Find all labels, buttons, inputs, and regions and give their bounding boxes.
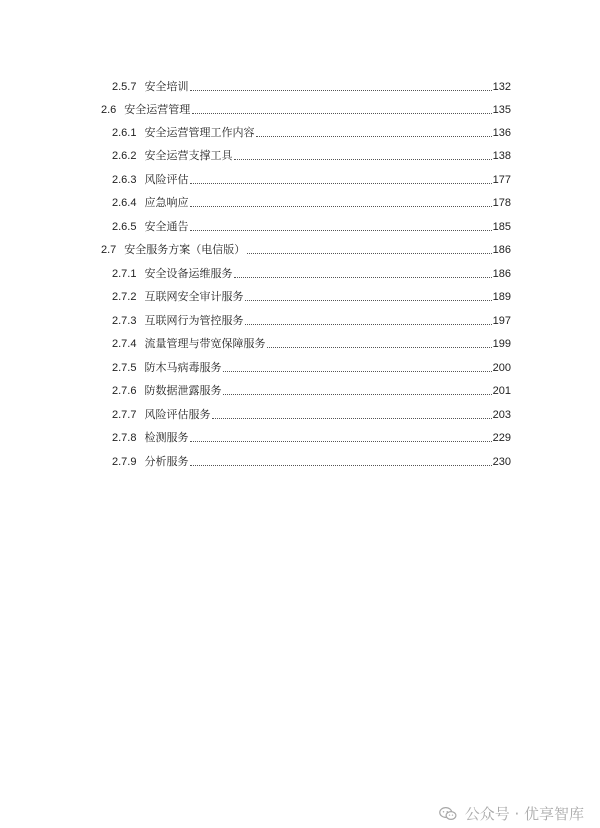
toc-entry-title: 风险评估服务 <box>144 408 211 421</box>
toc-entry-title: 互联网安全审计服务 <box>144 290 244 303</box>
toc-entry-page: 189 <box>492 291 511 303</box>
toc-entry-number: 2.6.5 <box>112 221 137 233</box>
toc-entry-title: 互联网行为管控服务 <box>144 314 244 327</box>
toc-entry-2-7-7[interactable] <box>112 404 511 422</box>
toc-entry-2-7-1[interactable] <box>112 263 511 281</box>
toc-entry-2-7-3[interactable] <box>112 310 511 328</box>
toc-entry-page: 229 <box>492 432 511 444</box>
toc-entry-2-7[interactable] <box>101 239 511 257</box>
toc-dot-leader <box>212 418 491 419</box>
toc-entry-page: 186 <box>492 268 511 280</box>
toc-dot-leader <box>245 324 491 325</box>
toc-entry-page: 178 <box>492 197 511 209</box>
toc-entry-title: 分析服务 <box>144 455 189 468</box>
toc-entry-title: 检测服务 <box>144 431 189 444</box>
toc-entry-page: 197 <box>492 315 511 327</box>
toc-entry-page: 186 <box>492 244 511 256</box>
toc-entry-page: 138 <box>492 150 511 162</box>
toc-entry-2-7-9[interactable] <box>112 451 511 469</box>
toc-dot-leader <box>190 90 491 91</box>
toc-entry-2-6-1[interactable] <box>112 122 511 140</box>
toc-entry-page: 177 <box>492 174 511 186</box>
toc-entry-2-7-2[interactable] <box>112 286 511 304</box>
toc-entry-title: 流量管理与带宽保障服务 <box>144 337 266 350</box>
toc-entry-number: 2.7.3 <box>112 315 137 327</box>
toc-entry-number: 2.7.9 <box>112 456 137 468</box>
toc-dot-leader <box>267 347 491 348</box>
toc-dot-leader <box>256 136 491 137</box>
toc-entry-title: 安全运营支撑工具 <box>144 149 233 162</box>
toc-dot-leader <box>234 159 491 160</box>
toc-entry-2-7-6[interactable] <box>112 380 511 398</box>
toc-entry-2-6-3[interactable] <box>112 169 511 187</box>
toc-entry-page: 136 <box>492 127 511 139</box>
toc-dot-leader <box>245 300 491 301</box>
watermark-text: 公众号 · 优享智库 <box>464 805 584 823</box>
toc-entry-page: 132 <box>492 81 511 93</box>
toc-entry-number: 2.7.4 <box>112 338 137 350</box>
toc-entry-title: 风险评估 <box>144 173 189 186</box>
toc-entry-2-5-7[interactable] <box>112 76 511 94</box>
toc-dot-leader <box>223 371 491 372</box>
toc-entry-number: 2.5.7 <box>112 81 137 93</box>
toc-dot-leader <box>190 441 491 442</box>
toc-entry-2-6-2[interactable] <box>112 145 511 163</box>
toc-entry-2-6-5[interactable] <box>112 216 511 234</box>
toc-entry-title: 安全运营管理 <box>124 103 191 116</box>
toc-entry-number: 2.6.2 <box>112 150 137 162</box>
toc-dot-leader <box>234 277 491 278</box>
toc-entry-number: 2.7 <box>101 244 117 256</box>
toc-entry-number: 2.6.1 <box>112 127 137 139</box>
toc-entry-title: 安全培训 <box>144 80 189 93</box>
toc-entry-title: 安全运营管理工作内容 <box>144 126 255 139</box>
toc-entry-number: 2.7.8 <box>112 432 137 444</box>
toc-dot-leader <box>190 206 491 207</box>
toc-entry-number: 2.7.1 <box>112 268 137 280</box>
toc-dot-leader <box>190 230 491 231</box>
toc-entry-page: 230 <box>492 456 511 468</box>
toc-entry-number: 2.6 <box>101 104 117 116</box>
toc-entry-2-6-4[interactable] <box>112 192 511 210</box>
toc-dot-leader <box>190 465 491 466</box>
toc-entry-page: 200 <box>492 362 511 374</box>
toc-entry-page: 201 <box>492 385 511 397</box>
toc-entry-2-7-5[interactable] <box>112 357 511 375</box>
toc-entry-number: 2.7.7 <box>112 409 137 421</box>
toc-entry-title: 应急响应 <box>144 196 189 209</box>
toc-dot-leader <box>247 253 491 254</box>
toc-entry-page: 203 <box>492 409 511 421</box>
toc-entry-number: 2.6.4 <box>112 197 137 209</box>
toc-entry-2-6[interactable] <box>101 99 511 117</box>
toc-entry-number: 2.7.2 <box>112 291 137 303</box>
toc-entry-number: 2.7.6 <box>112 385 137 397</box>
toc-entry-page: 135 <box>492 104 511 116</box>
toc-entry-2-7-8[interactable] <box>112 427 511 445</box>
toc-dot-leader <box>223 394 491 395</box>
toc-dot-leader <box>192 113 491 114</box>
toc-entry-page: 199 <box>492 338 511 350</box>
toc-entry-number: 2.6.3 <box>112 174 137 186</box>
toc-entry-page: 185 <box>492 221 511 233</box>
toc-entry-2-7-4[interactable] <box>112 333 511 351</box>
wechat-icon <box>439 806 457 822</box>
toc-dot-leader <box>190 183 491 184</box>
watermark <box>439 803 584 824</box>
toc-entry-title: 防数据泄露服务 <box>144 384 222 397</box>
toc-entry-title: 安全服务方案（电信版） <box>124 243 246 256</box>
toc-entry-title: 安全通告 <box>144 220 189 233</box>
toc-entry-title: 安全设备运维服务 <box>144 267 233 280</box>
toc-entry-title: 防木马病毒服务 <box>144 361 222 374</box>
toc-entry-number: 2.7.5 <box>112 362 137 374</box>
